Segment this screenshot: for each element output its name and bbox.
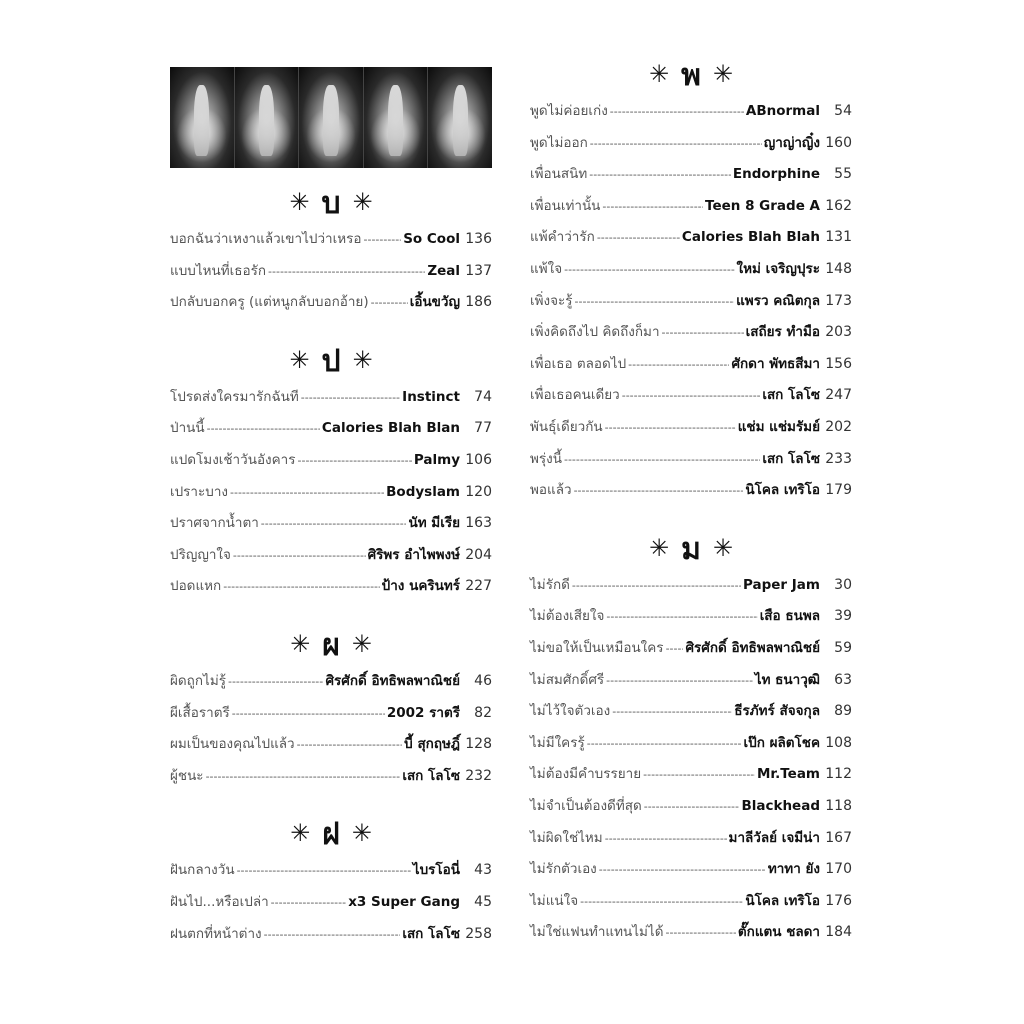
song-title: เพื่อนเท่านั้น xyxy=(530,197,601,214)
toc-entry xyxy=(530,100,852,122)
song-title: ไม่รักดี xyxy=(530,576,570,593)
toc-entry xyxy=(170,670,492,692)
page-number: 247 xyxy=(825,387,852,404)
star-icon: ✳ xyxy=(649,533,670,562)
page-number: 163 xyxy=(465,515,492,532)
artist-name: ป้าง นครินทร์ xyxy=(381,578,460,595)
song-title: ปอดแหก xyxy=(170,578,222,595)
star-icon: ✳ xyxy=(712,533,733,562)
song-title: แพ้คำว่ารัก xyxy=(530,229,595,246)
leader-dots xyxy=(228,671,324,693)
toc-entry xyxy=(170,386,492,408)
song-title: เพื่อเธอคนเดียว xyxy=(530,387,620,404)
leader-dots xyxy=(665,922,735,944)
song-title: ไม่ขอให้เป็นเหมือนใคร xyxy=(530,640,664,656)
toc-entry xyxy=(530,479,852,501)
toc-entry xyxy=(530,858,852,880)
artist-name: เอิ้นขวัญ xyxy=(409,294,460,311)
leader-dots xyxy=(298,450,412,472)
star-icon: ✳ xyxy=(712,60,733,88)
song-title: ไม่ใช่แฟนทำแทนไม่ได้ xyxy=(530,924,664,941)
song-title: ปกลับบอกครู (แต่หนูกลับบอกอ้าย) xyxy=(170,294,369,311)
leader-dots xyxy=(606,670,753,692)
song-title: ป่านนี้ xyxy=(170,420,205,437)
section-header xyxy=(170,813,492,853)
toc-entry xyxy=(170,702,492,724)
star-icon: ✳ xyxy=(290,819,311,848)
song-title: ไม่ต้องเสียใจ xyxy=(530,608,605,625)
artist-name: Bodyslam xyxy=(386,483,460,500)
toc-entry xyxy=(170,449,492,471)
song-title: พันธุ์เดียวกัน xyxy=(530,419,603,435)
artist-name: ธีรภัทร์ สัจจกุล xyxy=(734,703,820,720)
song-title: เปราะบาง xyxy=(170,483,229,500)
song-title: ฝนตกที่หน้าต่าง xyxy=(170,925,262,942)
toc-entry xyxy=(170,923,492,945)
artist-name: Palmy xyxy=(413,452,460,468)
page-number: 233 xyxy=(825,450,852,467)
section-header xyxy=(530,54,852,94)
artist-name: ศักดา พัทธสีมา xyxy=(731,355,820,372)
page-number: 45 xyxy=(474,894,492,910)
song-title: เพื่อนสนิท xyxy=(530,166,588,183)
section-header xyxy=(530,528,852,568)
song-title: พรุ่งนี้ xyxy=(530,450,562,467)
artist-name: x3 Super Gang xyxy=(348,894,460,910)
artist-name: เสถียร ทำมือ xyxy=(745,324,820,341)
leader-dots xyxy=(597,227,680,249)
toc-entry xyxy=(170,228,492,250)
page-number: 202 xyxy=(825,419,852,435)
section-letter: ม xyxy=(681,531,701,567)
artist-name: ตั๊กแตน ชลดา xyxy=(737,924,820,941)
toc-entry xyxy=(530,258,852,280)
artist-name: Endorphine xyxy=(732,166,820,183)
page-number: 63 xyxy=(834,671,852,688)
leader-dots xyxy=(261,513,407,535)
page-number: 160 xyxy=(825,134,852,151)
leader-dots xyxy=(271,892,347,914)
song-title: ไม่สมศักดิ์ศรี xyxy=(530,671,605,688)
toc-entry xyxy=(530,290,852,312)
leader-dots xyxy=(301,387,400,409)
artist-name: Zeal xyxy=(427,262,460,279)
page-number: 120 xyxy=(465,483,492,500)
leader-dots xyxy=(590,133,762,155)
toc-entry xyxy=(530,669,852,691)
page-number: 55 xyxy=(834,166,852,183)
toc-entry xyxy=(530,763,852,785)
toc-entry xyxy=(170,260,492,282)
leader-dots xyxy=(612,701,732,723)
leader-dots xyxy=(666,638,684,660)
leader-dots xyxy=(599,859,766,881)
song-title: ไม่แน่ใจ xyxy=(530,892,579,909)
page-number: 118 xyxy=(825,798,852,814)
song-title: ฝันไป...หรือเปล่า xyxy=(170,894,269,910)
page-number: 106 xyxy=(465,452,492,468)
artist-name: Calories Blah Blah xyxy=(681,229,820,246)
artist-name: Instinct xyxy=(402,388,460,405)
photo xyxy=(235,67,300,168)
song-title: ฝันกลางวัน xyxy=(170,862,235,879)
toc-entry xyxy=(530,448,852,470)
page-number: 203 xyxy=(825,324,852,341)
leader-dots xyxy=(230,482,384,504)
photo xyxy=(428,67,492,168)
section-letter: บ xyxy=(321,186,341,221)
artist-name: ทาทา ยัง xyxy=(767,861,820,878)
song-title: แพ้ใจ xyxy=(530,261,563,277)
toc-entry xyxy=(530,605,852,627)
toc-entry xyxy=(530,700,852,722)
artist-name: So Cool xyxy=(403,231,460,247)
song-title: ไม่มีใครรู้ xyxy=(530,734,585,751)
leader-dots xyxy=(371,292,408,314)
toc-entry xyxy=(170,575,492,597)
page-number: 74 xyxy=(474,388,492,405)
star-icon: ✳ xyxy=(352,188,373,216)
toc-entry xyxy=(530,732,852,754)
page-number: 128 xyxy=(465,736,492,753)
page-number: 258 xyxy=(465,925,492,942)
song-title: ผมเป็นของคุณไปแล้ว xyxy=(170,736,295,753)
star-icon: ✳ xyxy=(351,819,372,848)
toc-entry xyxy=(170,512,492,534)
leader-dots xyxy=(643,764,755,786)
page-number: 77 xyxy=(474,420,492,437)
leader-dots xyxy=(297,734,403,756)
leader-dots xyxy=(564,259,734,281)
page-number: 89 xyxy=(834,703,852,720)
song-title: ผิดถูกไม่รู้ xyxy=(170,673,226,689)
page-number: 179 xyxy=(825,482,852,499)
page-number: 137 xyxy=(465,262,492,279)
artist-name: Blackhead xyxy=(741,798,820,814)
page-number: 167 xyxy=(825,829,852,846)
toc-entry xyxy=(530,890,852,912)
artist-name: ศิรศักดิ์ อิทธิพลพาณิชย์ xyxy=(325,673,460,689)
photo xyxy=(364,67,429,168)
page-number: 131 xyxy=(825,229,852,246)
section-letter: ป xyxy=(321,343,341,379)
page-number: 112 xyxy=(825,766,852,783)
photo xyxy=(299,67,364,168)
artist-name: เสก โลโซ xyxy=(762,387,820,404)
artist-name: Mr.Team xyxy=(756,766,820,783)
page-number: 156 xyxy=(825,355,852,372)
leader-dots xyxy=(587,733,742,755)
song-title: ไม่ผิดใช่ไหม xyxy=(530,829,603,846)
song-title: บอกฉันว่าเหงาแล้วเขาไปว่าเหรอ xyxy=(170,231,362,247)
photo-strip xyxy=(170,67,492,168)
page-number: 39 xyxy=(834,608,852,625)
page-number: 46 xyxy=(474,673,492,689)
toc-entry xyxy=(530,921,852,943)
song-title: พูดไม่ออก xyxy=(530,134,588,151)
leader-dots xyxy=(610,101,744,123)
toc-entry xyxy=(530,353,852,375)
toc-entry xyxy=(530,827,852,849)
artist-name: นัท มีเรีย xyxy=(408,515,460,532)
song-title: พอแล้ว xyxy=(530,482,572,499)
photo xyxy=(170,67,235,168)
page-number: 59 xyxy=(834,640,852,656)
song-title: โปรดส่งใครมารักฉันที xyxy=(170,388,299,405)
star-icon: ✳ xyxy=(351,630,372,658)
leader-dots xyxy=(644,796,740,818)
song-title: แบบไหนที่เธอรัก xyxy=(170,262,267,279)
toc-entry xyxy=(530,321,852,343)
page-number: 148 xyxy=(825,261,852,277)
page-number: 184 xyxy=(825,924,852,941)
toc-entry xyxy=(170,859,492,881)
artist-name: เสก โลโซ xyxy=(402,767,460,784)
section-letter: ผ xyxy=(322,628,340,663)
page-number: 186 xyxy=(465,294,492,311)
leader-dots xyxy=(206,766,401,788)
toc-entry xyxy=(530,195,852,217)
artist-name: เสก โลโซ xyxy=(402,925,460,942)
leader-dots xyxy=(574,480,744,502)
toc-entry xyxy=(170,733,492,755)
section-letter: พ xyxy=(681,58,701,93)
song-title: ไม่จำเป็นต้องดีที่สุด xyxy=(530,798,642,814)
page-number: 82 xyxy=(474,704,492,721)
page-number: 170 xyxy=(825,861,852,878)
leader-dots xyxy=(223,576,379,598)
star-icon: ✳ xyxy=(352,345,373,374)
song-title: ปริญญาใจ xyxy=(170,546,231,563)
song-title: ไม่ต้องมีคำบรรยาย xyxy=(530,766,642,783)
section-header xyxy=(170,340,492,380)
leader-dots xyxy=(606,606,757,628)
artist-name: ศิริพร อำไพพงษ์ xyxy=(367,546,460,563)
leader-dots xyxy=(605,828,727,850)
artist-name: ไท ธนาวุฒิ xyxy=(754,671,820,688)
leader-dots xyxy=(580,891,743,913)
toc-entry xyxy=(170,765,492,787)
leader-dots xyxy=(662,322,744,344)
toc-entry xyxy=(170,417,492,439)
leader-dots xyxy=(264,924,401,946)
section-header xyxy=(170,182,492,222)
artist-name: เป๊ก ผลิตโชค xyxy=(743,734,820,751)
leader-dots xyxy=(364,229,402,251)
artist-name: ใหม่ เจริญปุระ xyxy=(736,261,820,277)
toc-entry xyxy=(530,574,852,596)
leader-dots xyxy=(628,354,729,376)
page-number: 227 xyxy=(465,578,492,595)
song-title: ไม่ไว้ใจตัวเอง xyxy=(530,703,611,720)
star-icon: ✳ xyxy=(290,630,311,658)
page-number: 232 xyxy=(465,767,492,784)
artist-name: ญาญ่าญิ๋ง xyxy=(763,134,820,151)
artist-name: มาลีวัลย์ เจมีน่า xyxy=(728,829,820,846)
leader-dots xyxy=(564,449,760,471)
artist-name: 2002 ราตรี xyxy=(386,704,460,721)
leader-dots xyxy=(237,860,411,882)
song-title: เพิ่งคิดถึงไป คิดถึงก็มา xyxy=(530,324,660,341)
song-title: ผีเสื้อราตรี xyxy=(170,704,230,721)
page-number: 54 xyxy=(834,103,852,119)
section-letter: ฝ xyxy=(322,817,340,853)
artist-name: ไบรโอนี่ xyxy=(412,862,460,879)
leader-dots xyxy=(602,196,703,218)
star-icon: ✳ xyxy=(289,345,310,374)
leader-dots xyxy=(572,575,741,597)
toc-entry xyxy=(170,891,492,913)
toc-entry xyxy=(530,132,852,154)
leader-dots xyxy=(233,545,366,567)
leader-dots xyxy=(207,418,320,440)
artist-name: Calories Blah Blan xyxy=(321,420,460,437)
song-title: เพื่อเธอ ตลอดไป xyxy=(530,355,627,372)
toc-entry xyxy=(530,416,852,438)
leader-dots xyxy=(575,291,735,313)
artist-name: นิโคล เทริโอ xyxy=(745,482,820,499)
leader-dots xyxy=(232,703,385,725)
artist-name: ศิรศักดิ์ อิทธิพลพาณิชย์ xyxy=(685,640,820,656)
toc-entry xyxy=(170,544,492,566)
leader-dots xyxy=(622,385,761,407)
page-number: 136 xyxy=(465,231,492,247)
leader-dots xyxy=(589,164,731,186)
toc-entry xyxy=(530,637,852,659)
song-title: พูดไม่ค่อยเก่ง xyxy=(530,103,608,119)
artist-name: แช่ม แช่มรัมย์ xyxy=(737,419,820,435)
star-icon: ✳ xyxy=(649,60,670,88)
page-number: 204 xyxy=(465,546,492,563)
artist-name: นิโคล เทริโอ xyxy=(745,892,820,909)
page-number: 173 xyxy=(825,292,852,309)
song-title: ผู้ชนะ xyxy=(170,767,204,784)
page-number: 176 xyxy=(825,892,852,909)
song-title: ไม่รักตัวเอง xyxy=(530,861,597,878)
leader-dots xyxy=(605,417,736,439)
song-title: เพิ่งจะรู้ xyxy=(530,292,573,309)
song-title: ปราศจากน้ำตา xyxy=(170,515,259,532)
song-title: แปดโมงเช้าวันอังคาร xyxy=(170,452,296,468)
section-header xyxy=(170,624,492,664)
page-number: 162 xyxy=(825,197,852,214)
page-number: 108 xyxy=(825,734,852,751)
artist-name: เสก โลโซ xyxy=(762,450,820,467)
artist-name: ABnormal xyxy=(745,103,820,119)
page-number: 43 xyxy=(474,862,492,879)
artist-name: แพรว คณิตกุล xyxy=(736,292,820,309)
toc-entry xyxy=(530,384,852,406)
artist-name: Paper Jam xyxy=(742,576,820,593)
toc-entry xyxy=(170,481,492,503)
star-icon: ✳ xyxy=(289,188,310,216)
toc-entry xyxy=(530,226,852,248)
leader-dots xyxy=(268,261,425,283)
artist-name: บี้ สุกฤษฎิ์ xyxy=(404,736,460,753)
toc-entry xyxy=(170,291,492,313)
toc-entry xyxy=(530,163,852,185)
artist-name: Teen 8 Grade A xyxy=(705,197,820,214)
toc-entry xyxy=(530,795,852,817)
artist-name: เสือ ธนพล xyxy=(759,608,820,625)
page-number: 30 xyxy=(834,576,852,593)
